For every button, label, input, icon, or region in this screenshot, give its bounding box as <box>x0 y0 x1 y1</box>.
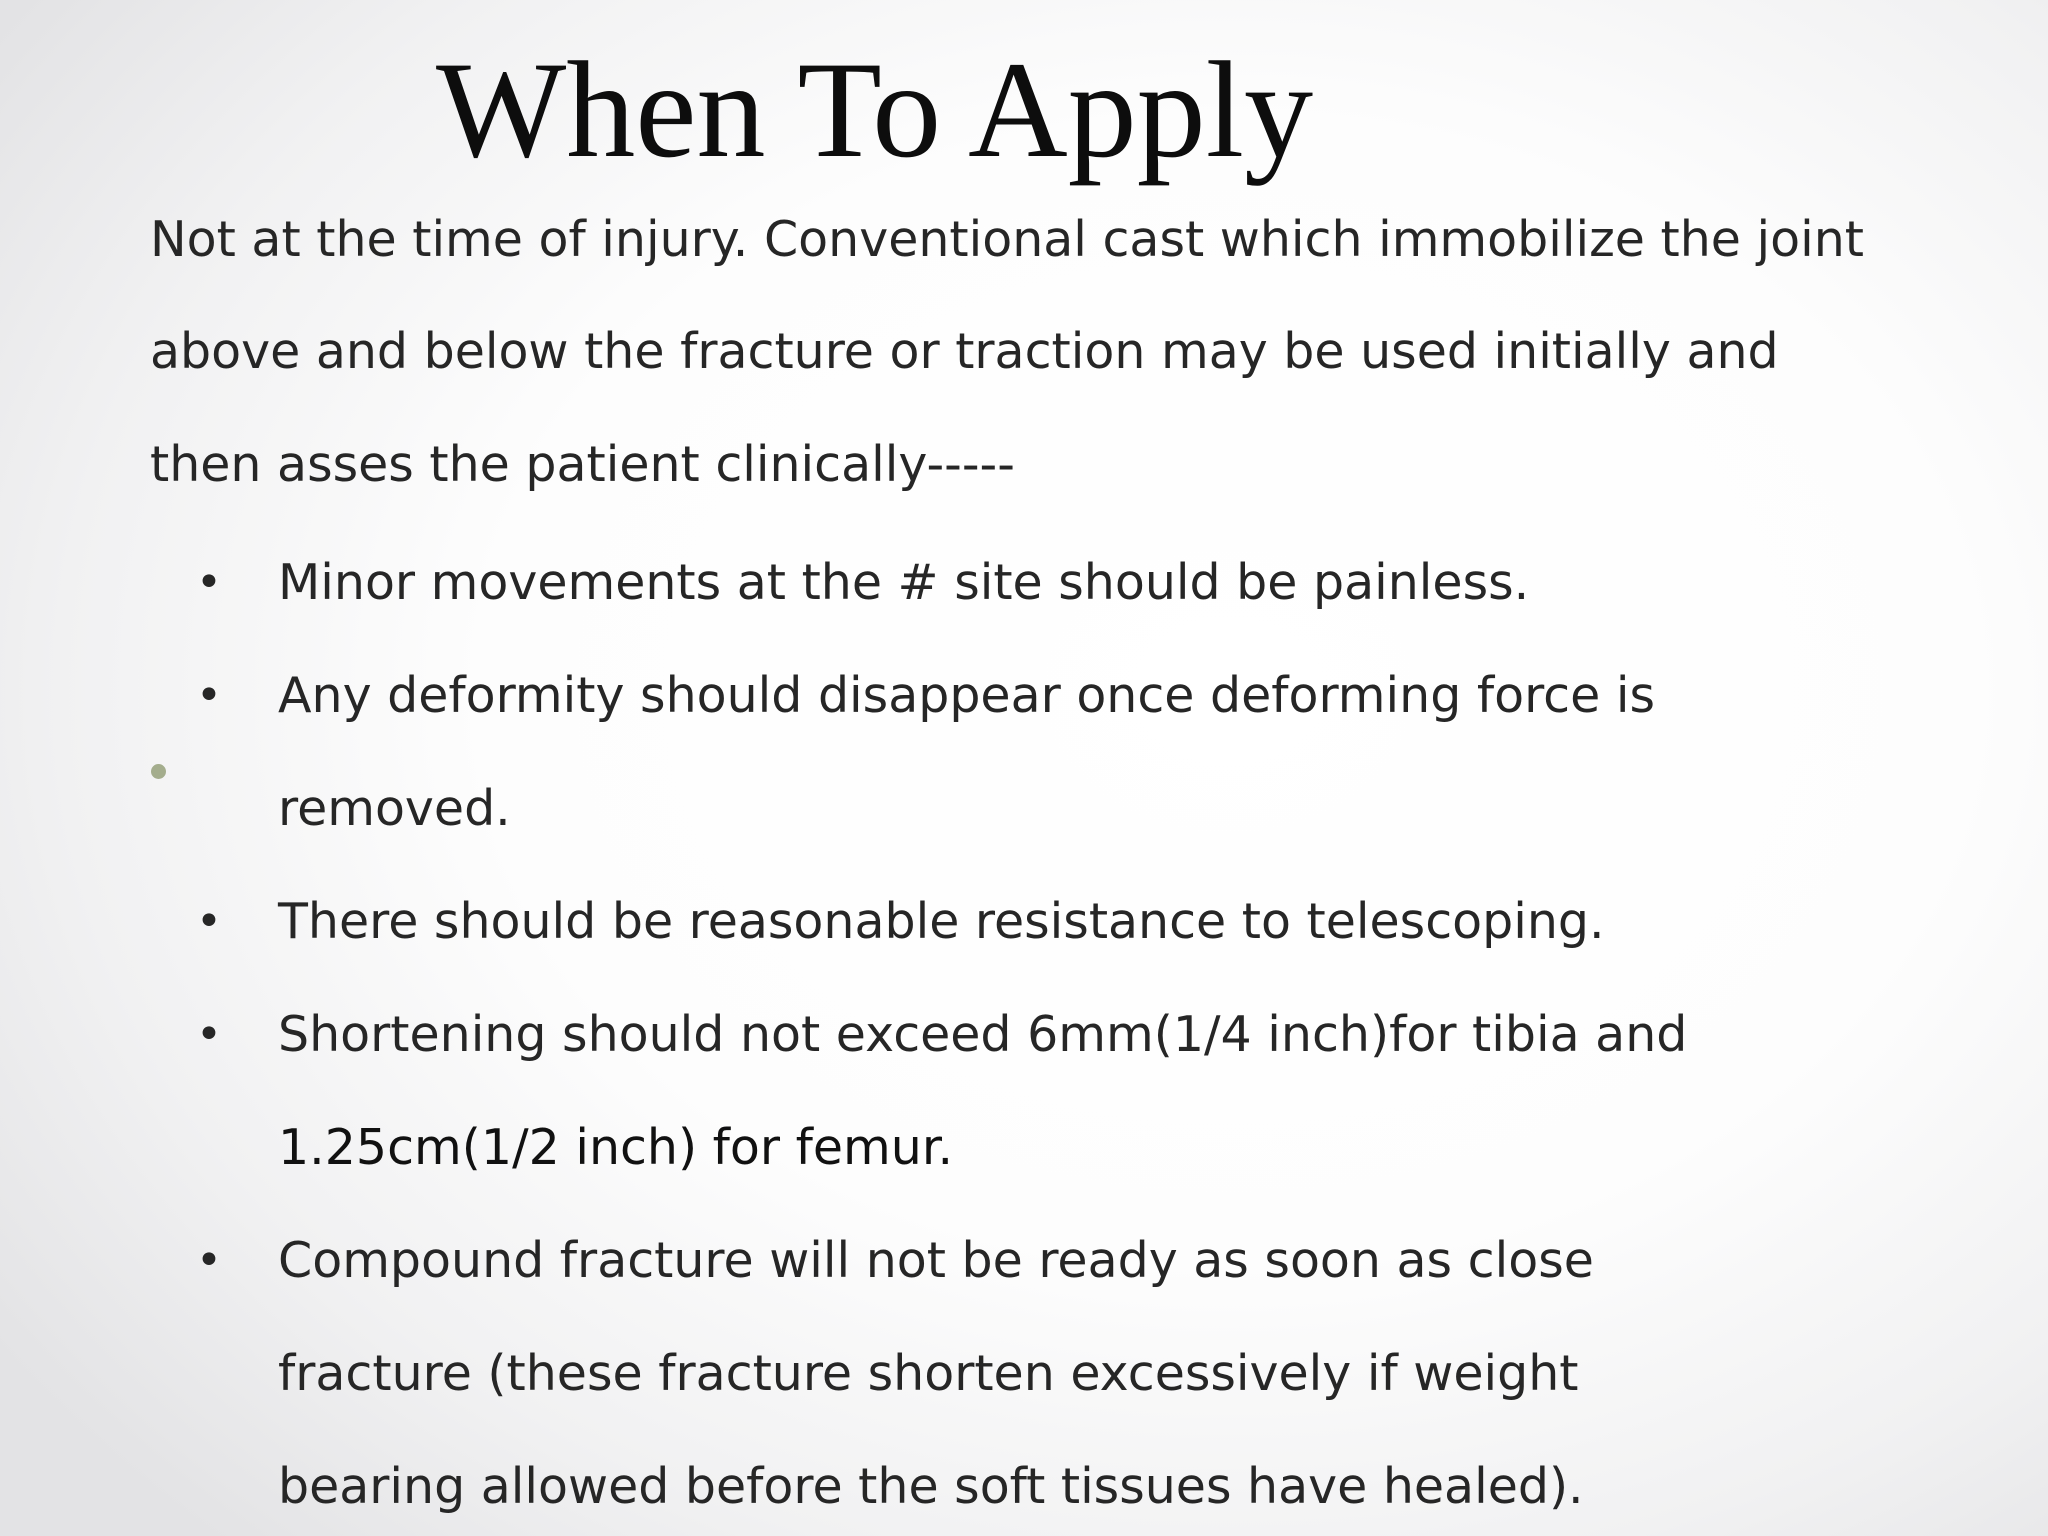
bullet-text-line: Shortening should not exceed 6mm(1/4 inch)for tibia and <box>278 1006 1688 1063</box>
bullet-dot: • <box>196 1235 222 1286</box>
bullet-text-line: fracture (these fracture shorten excessively if weight <box>278 1345 1579 1402</box>
bullet-text-line: Any deformity should disappear once deforming force is <box>278 667 1655 724</box>
bullet-text-line: There should be reasonable resistance to telescoping. <box>278 893 1605 950</box>
outer-bullet-dot <box>151 764 166 779</box>
bullet-dot: • <box>196 557 222 608</box>
bullet-dot: • <box>196 896 222 947</box>
bullet-text-line: Minor movements at the # site should be painless. <box>278 554 1530 611</box>
bullet-text-line: 1.25cm(1/2 inch) for femur. <box>278 1119 954 1176</box>
bullet-text-line: bearing allowed before the soft tissues have healed). <box>278 1458 1584 1515</box>
intro-line: Not at the time of injury. Conventional cast which immobilize the joint <box>150 211 1864 268</box>
bullet-text-line: removed. <box>278 780 511 837</box>
bullet-text-line: Compound fracture will not be ready as soon as close <box>278 1232 1594 1289</box>
intro-line: then asses the patient clinically----- <box>150 436 1015 493</box>
intro-line: above and below the fracture or traction may be used initially and <box>150 323 1779 380</box>
slide-title: When To Apply <box>436 33 1314 186</box>
bullet-dot: • <box>196 1009 222 1060</box>
bullet-dot: • <box>196 670 222 721</box>
